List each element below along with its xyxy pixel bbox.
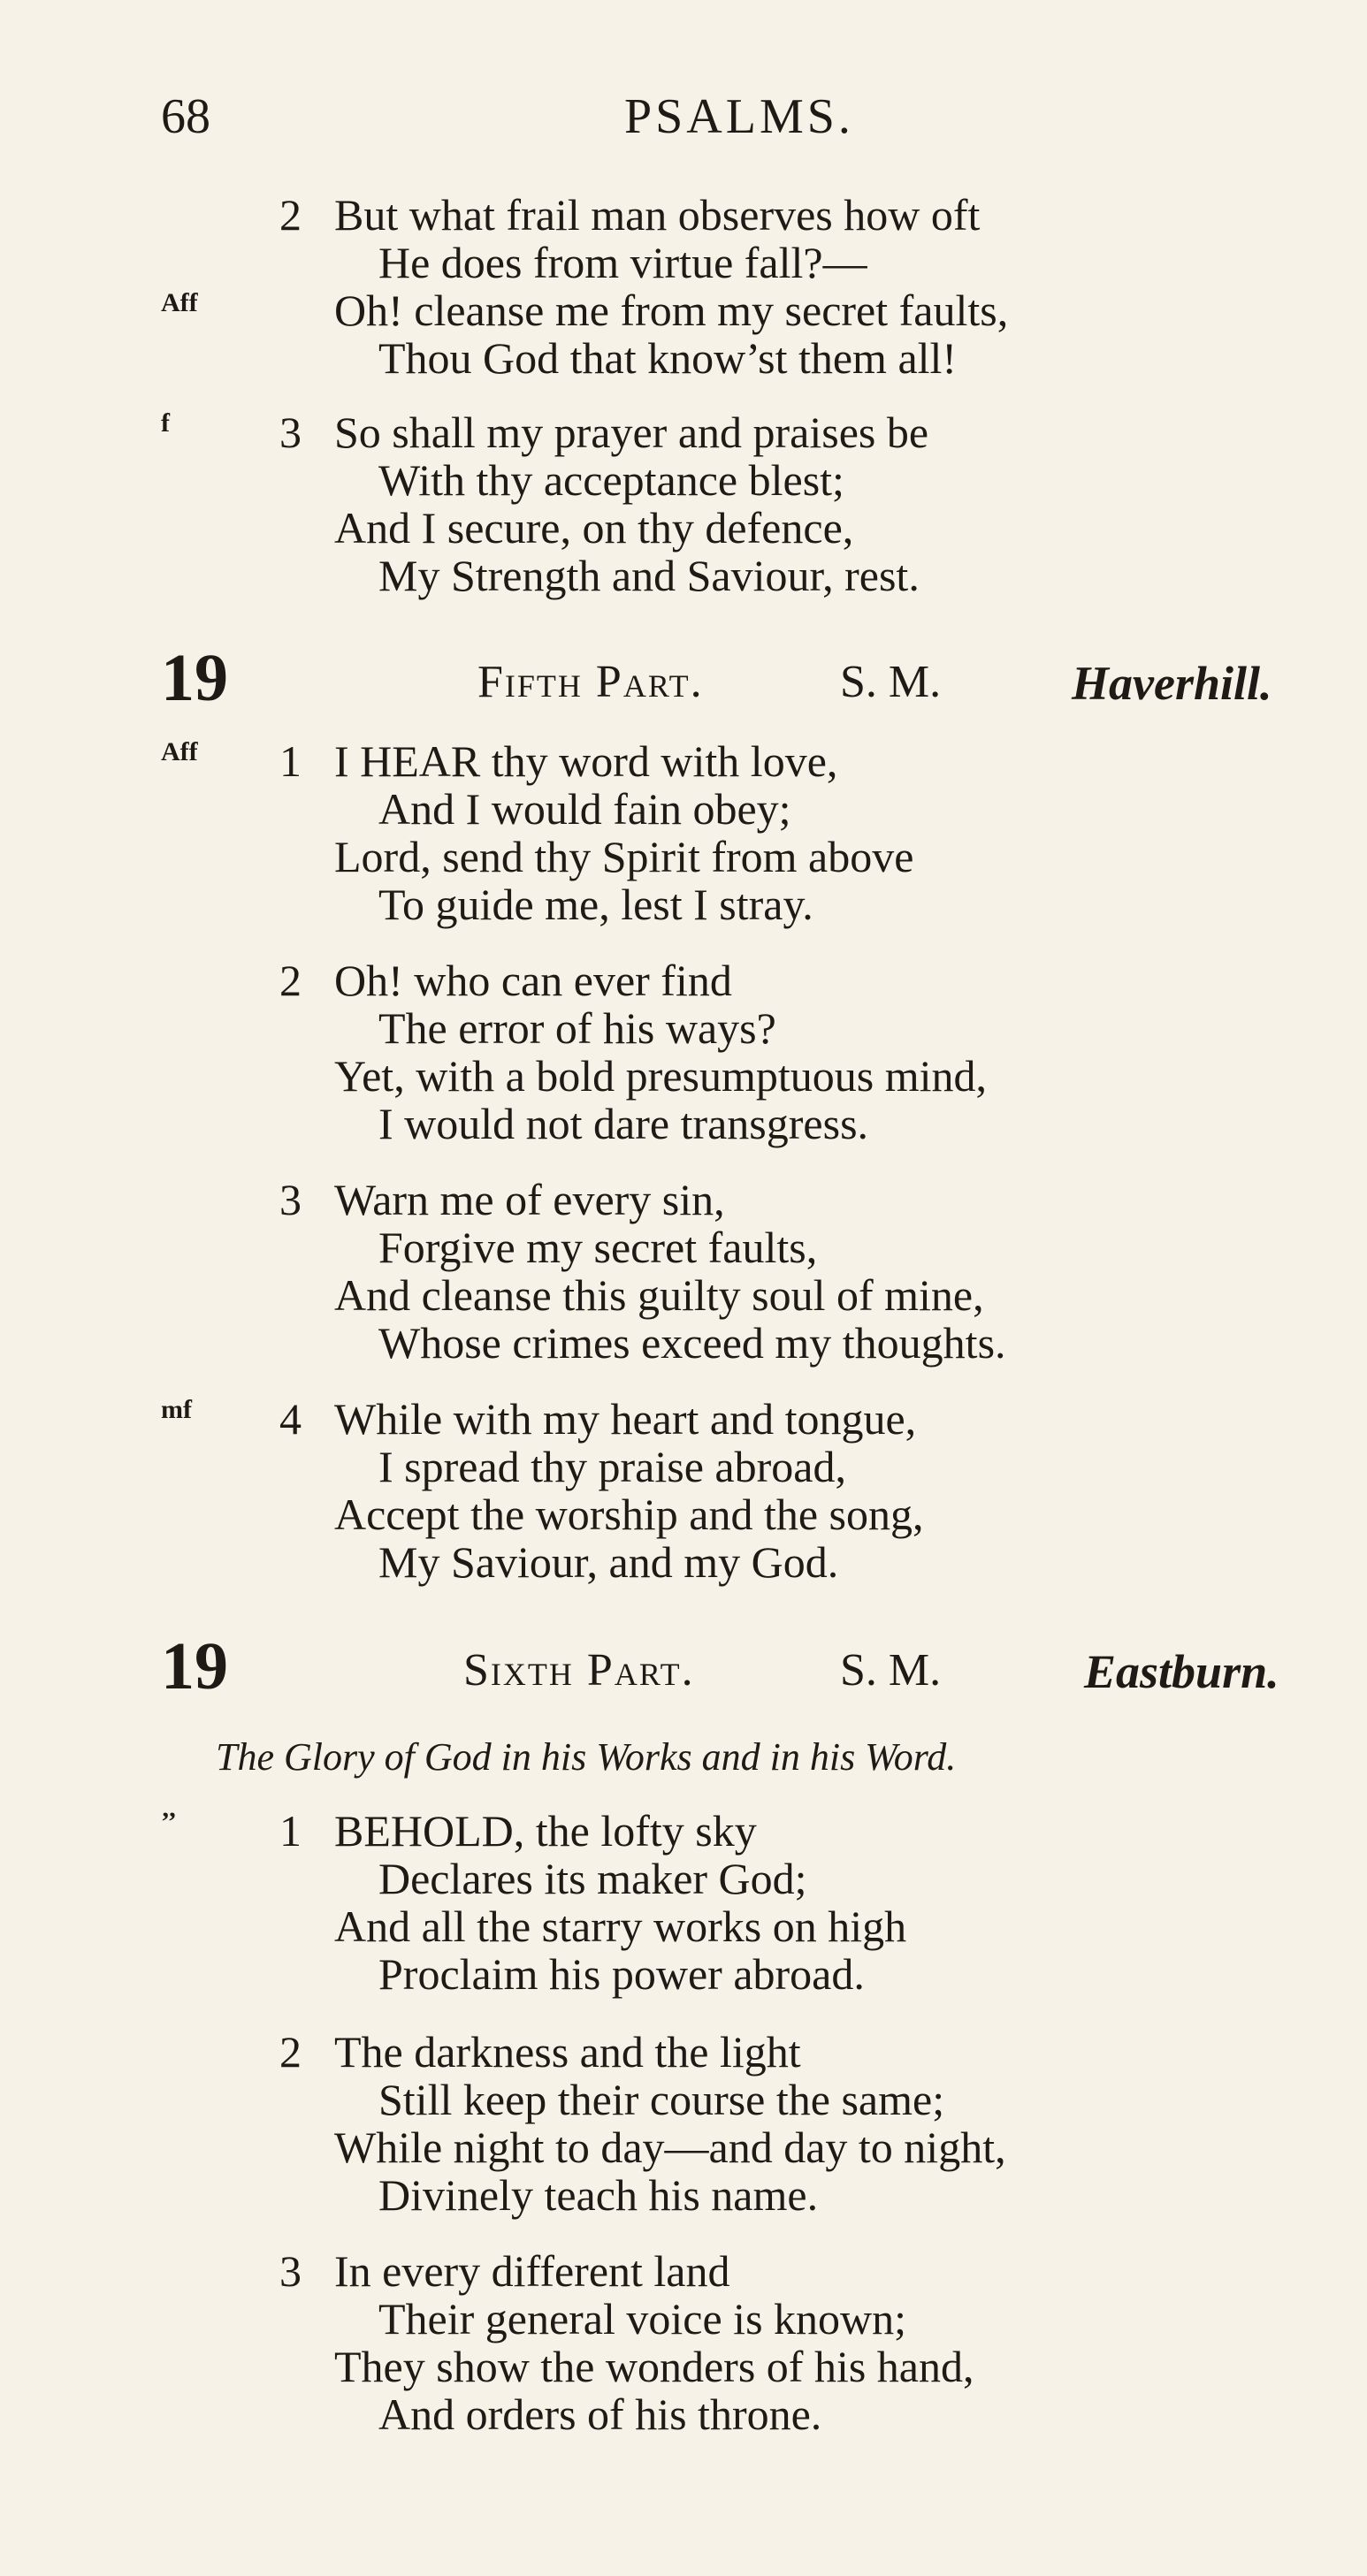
stanza (279, 1395, 924, 1586)
verse-line: Their general voice is known; (378, 2294, 907, 2344)
verse-line: He does from virtue fall?— (378, 238, 867, 287)
verse-line: Warn me of every sin, (334, 1175, 725, 1224)
verse-line: Thou God that know’st them all! (378, 333, 958, 383)
verse-line: Declares its maker God; (378, 1854, 807, 1903)
verse-line: And all the starry works on high (334, 1902, 907, 1951)
stanza (279, 1176, 1006, 1367)
verse-number: 3 (279, 1175, 302, 1224)
verse-line: Accept the worship and the song, (334, 1490, 924, 1539)
page-number: 68 (161, 89, 210, 144)
verse-line: Lord, send thy Spirit from above (334, 832, 914, 881)
verse-line: While with my heart and tongue, (334, 1394, 917, 1444)
verse-line: To guide me, lest I stray. (378, 880, 813, 929)
dynamic-marker: Aff (161, 288, 198, 317)
meter: S. M. (840, 657, 942, 707)
verse-number: 4 (279, 1394, 302, 1444)
verse-line: Oh! who can ever find (334, 956, 732, 1005)
verse-line: I HEAR thy word with love, (334, 736, 838, 786)
verse-line: Yet, with a bold presumptuous mind, (334, 1051, 987, 1101)
hymn-subtitle: The Glory of God in his Works and in his Word. (216, 1735, 957, 1779)
verse-line: And I secure, on thy defence, (334, 503, 854, 553)
verse-number: 3 (279, 2246, 302, 2296)
stanza (279, 408, 928, 599)
verse-number: 1 (279, 1806, 302, 1856)
stanza (279, 191, 1008, 382)
verse-line: They show the wonders of his hand, (334, 2342, 974, 2391)
running-head: PSALMS. (624, 89, 854, 144)
part-title: Fifth Part. (477, 657, 704, 707)
verse-line: And I would fain obey; (378, 784, 791, 834)
tune-name: Eastburn. (1084, 1645, 1279, 1698)
part-title: Sixth Part. (463, 1645, 695, 1696)
verse-line: Still keep their course the same; (378, 2075, 945, 2124)
stanza (279, 2028, 1006, 2219)
dynamic-marker: ’’ (161, 1807, 177, 1836)
hymn-number: 19 (161, 641, 228, 715)
stanza (279, 956, 987, 1147)
verse-number: 3 (279, 408, 302, 457)
meter: S. M. (840, 1645, 942, 1696)
verse-line: Forgive my secret faults, (378, 1223, 818, 1272)
stanza (279, 2247, 974, 2438)
verse-line: And orders of his throne. (378, 2389, 822, 2439)
verse-line: BEHOLD, the lofty sky (334, 1806, 757, 1856)
dynamic-marker: mf (161, 1395, 192, 1424)
verse-number: 1 (279, 736, 302, 786)
verse-line: My Saviour, and my God. (378, 1537, 839, 1587)
verse-line: Whose crimes exceed my thoughts. (378, 1318, 1006, 1368)
hymn-number: 19 (161, 1629, 228, 1703)
verse-line: Proclaim his power abroad. (378, 1949, 865, 1999)
verse-line: In every different land (334, 2246, 730, 2296)
verse-line: But what frail man observes how oft (334, 190, 981, 240)
verse-line: Oh! cleanse me from my secret faults, (334, 286, 1009, 335)
verse-line: So shall my prayer and praises be (334, 408, 929, 457)
verse-line: I would not dare transgress. (378, 1099, 869, 1148)
dynamic-marker: Aff (161, 737, 198, 766)
verse-line: While night to day—and day to night, (334, 2123, 1006, 2172)
verse-line: I spread thy praise abroad, (378, 1442, 846, 1491)
tune-name: Haverhill. (1072, 657, 1272, 710)
stanza (279, 737, 913, 928)
verse-line: The error of his ways? (378, 1003, 776, 1053)
dynamic-marker: f (161, 408, 170, 438)
stanza (279, 1807, 906, 1998)
verse-number: 2 (279, 956, 302, 1005)
verse-line: And cleanse this guilty soul of mine, (334, 1270, 984, 1320)
verse-line: Divinely teach his name. (378, 2170, 819, 2220)
verse-line: My Strength and Saviour, rest. (378, 551, 920, 600)
verse-line: With thy acceptance blest; (378, 455, 844, 505)
verse-number: 2 (279, 2027, 302, 2077)
verse-line: The darkness and the light (334, 2027, 801, 2077)
verse-number: 2 (279, 190, 302, 240)
